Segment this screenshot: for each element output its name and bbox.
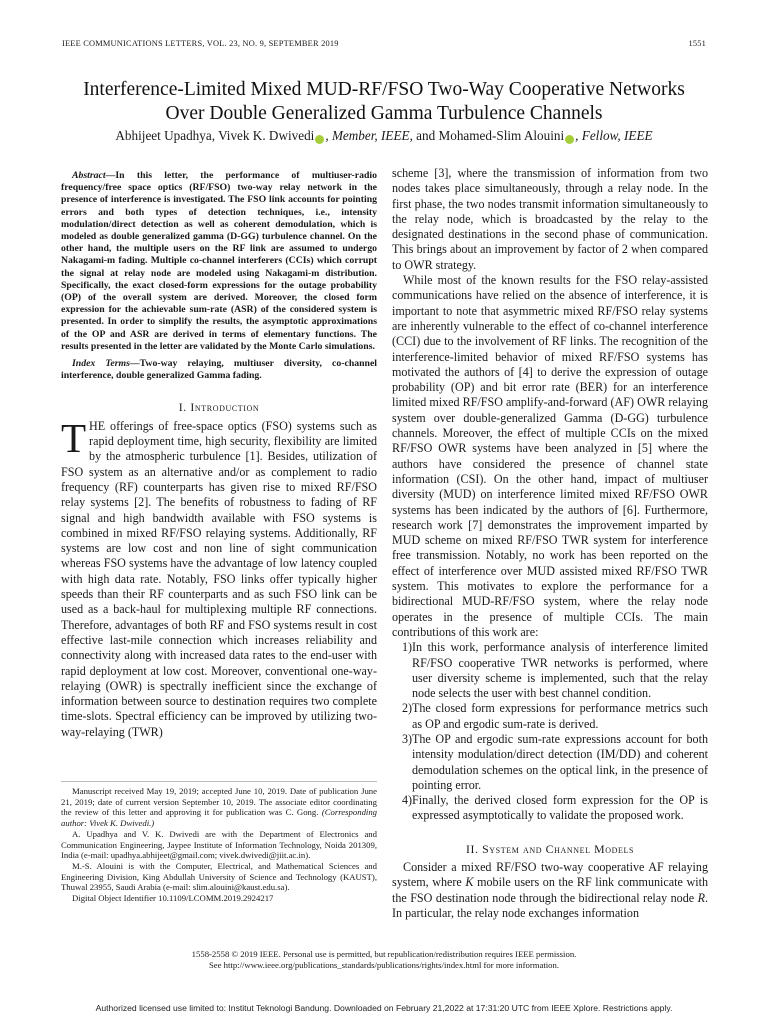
drop-cap: T — [61, 414, 87, 461]
author-list — [40, 128, 728, 144]
abstract-text: In this letter, the performance of multiuser-radio frequency/free space optics (RF/FSO) two-way relay network in the presence of interference is investigated. The FSO link accounts for pointing errors and both types of detection techniques, i.e., intensity modulation/direct detection as well as coherent demodulation, which is modeled as double generalized gamma (D-GG) turbulence channel. On the other hand, the multiple users on the RF link are assumed to undergo Nakagami-m fading. Multiple co-channel interferers (CCIs) which corrupt the signal at relay node are modeled using Nakagami-m distribution. Specifically, the exact closed-form expressions for the outage probability (OP) of the overall system are derived. Moreover, the closed form expression for the achievable sum-rate (ASR) of the considered system is presented. In order to simplify the results, the asymptotic approximations of the OP and ASR are derived in terms of elementary functions. The results presented in the letter are validated by the Monte Carlo simulations. — [61, 170, 377, 352]
right-column — [392, 166, 708, 921]
page-number: 1551 — [688, 39, 706, 48]
footnote-corresponding: (Corresponding author: Vivek K. Dwivedi.) — [61, 807, 378, 829]
contributions-list — [392, 640, 708, 824]
copyright-notice — [60, 949, 708, 971]
list-item-number: 2) — [402, 701, 413, 716]
list-item-number: 4) — [402, 793, 413, 808]
left-column — [61, 170, 377, 740]
intro-text: HE offerings of free-space optics (FSO) systems such as rapid deployment time, high security, flexibility are limited by the atmospheric turbulence [1]. Besides, utilization of FSO system as an alternative and/or as complement to radio frequency (RF) counterparts has given rise to mixed RF/FSO relay systems [2]. The benefits of robustness to fading of RF signal and high bandwidth available with FSO systems is combined in mixed RF/FSO relaying systems. Additionally, RF systems are low cost and non line of sight communication whereas FSO systems have the advantage of low latency coupled with high data rate. Notably, FSO links offer typically higher speeds than their RF counterparts and as such FSO link can be used as a back-haul for multiplexing multiple RF connections. Therefore, advantages of both RF and FSO systems result in cost effective last-mile connection which increases reliability and connectivity along with increased data rates to the end-user with rapid deployment at low cost. Moreover, conventional one-way-relaying (OWR) is spectrally inefficient since the exchange of information between source to destination requires two complete time-slots. Spectral efficiency can be improved by utilizing two-way-relaying (TWR) — [61, 418, 377, 739]
list-item-text: Finally, the derived closed form expression for the OP is expressed asymptotically to validate the proposed work. — [412, 793, 708, 823]
list-item-text: In this work, performance analysis of interference limited RF/FSO cooperative TWR networks is performed, where user diversity scheme is implemented, such that the relay node selects the user with best channel condition. — [412, 640, 708, 701]
title-line-1: Interference-Limited Mixed MUD-RF/FSO Two-Way Cooperative Networks — [83, 79, 685, 100]
orcid-icon[interactable] — [565, 135, 574, 144]
journal-name: IEEE COMMUNICATIONS LETTERS, VOL. 23, NO. 9, SEPTEMBER 2019 — [62, 39, 339, 48]
list-item — [392, 793, 708, 824]
section-heading-introduction: I. Introduction — [178, 400, 260, 415]
list-item — [392, 640, 708, 701]
index-terms-lead: Index Terms— — [72, 358, 140, 370]
footnotes — [61, 786, 377, 904]
author-names-b: , and Mohamed-Slim Alouini — [409, 128, 565, 143]
intro-paragraph — [61, 414, 377, 740]
section2-text-b: mobile users on the RF link communicate with the FSO destination node through the bidirectional relay node — [392, 875, 708, 905]
author-role-a: , Member, IEEE — [325, 128, 410, 143]
orcid-icon[interactable] — [315, 135, 324, 144]
title-line-2: Over Double Generalized Gamma Turbulence Channels — [165, 103, 603, 124]
footnote-received-text: Manuscript received May 19, 2019; accepted June 10, 2019. Date of publication June 21, 2019; date of current version September 10, 2019. The associate editor coordinating the review of this letter and approving it for publication was C. Gong. — [61, 786, 377, 818]
abstract — [61, 170, 377, 353]
list-item — [392, 701, 708, 732]
download-notice: Authorized licensed use limited to: Institut Teknologi Bandung. Downloaded on February 21,2022 at 17:31:20 UTC from IEEE Xplore. Restrictions apply. — [95, 1003, 673, 1013]
running-header — [62, 39, 706, 48]
math-var-r: R — [697, 890, 705, 905]
author-names-a: Abhijeet Upadhya, Vivek K. Dwivedi — [115, 128, 315, 143]
list-item-number: 1) — [402, 640, 413, 655]
footnote-doi[interactable]: Digital Object Identifier 10.1109/LCOMM.2019.2924217 — [72, 893, 274, 904]
section2-paragraph — [392, 860, 708, 921]
abstract-lead: Abstract— — [72, 170, 116, 181]
footnote-affiliation-2: M.-S. Alouini is with the Computer, Electrical, and Mathematical Sciences and Engineering Division, King Abdullah University of Science and Technology (KAUST), Thuwal 23955, Saudi Arabia (e-mail: slim.alouini@kaust.edu.sa). — [61, 860, 377, 893]
copyright-line-1: 1558-2558 © 2019 IEEE. Personal use is permitted, but republication/redistribution requires IEEE permission. — [191, 949, 577, 959]
section-heading-system-model: II. System and Channel Models — [465, 841, 635, 856]
footnote-affiliation-1: A. Upadhya and V. K. Dwivedi are with the Department of Electronics and Communication Engineering, Jaypee Institute of Information Technology, Noida 201309, India (e-mail: upadhya.abhijeet@gmail.com; vivek.dwivedi@jiit.ac.in). — [61, 828, 377, 861]
list-item — [392, 732, 708, 793]
list-item-number: 3) — [402, 731, 413, 746]
footnote-rule — [61, 781, 377, 782]
index-terms-text: Two-way relaying, multiuser diversity, co-channel interference, double generalized Gamma fading. — [61, 358, 377, 382]
right-paragraph-continued: scheme [3], where the transmission of information from two nodes takes place simultaneously, through a relay node. In the first phase, the two nodes transmit information simultaneously to the relay node, which is broadcasted by the relay to the designated destinations in the second phase of communication. This brings about an improvement by factor of 2 when compared to OWR strategy. — [392, 166, 708, 272]
list-item-text: The closed form expressions for performance metrics such as OP and ergodic sum-rate is derived. — [412, 701, 708, 731]
copyright-line-2[interactable]: See http://www.ieee.org/publications_standards/publications/rights/index.html for more information. — [208, 960, 560, 970]
section2-text-c: . In particular, the relay node exchanges information — [392, 890, 708, 920]
right-paragraph-2: While most of the known results for the FSO relay-assisted communications have relied on the absence of interference, it is important to note that asymmetric mixed RF/FSO relay systems are inherently vulnerable to the effect of co-channel interference (CCI) due to the involvement of RF links. The recognition of the interference-limited behavior of mixed RF/FSO systems has motivated the authors of [4] to derive the expression of outage probability (OP) and bit error rate (BER) for an interference limited mixed RF/FSO amplify-and-forward (AF) OWR relaying system over double-generalized Gamma (D-GG) turbulence channels. Moreover, the effect of multiple CCIs on the mixed RF/FSO OWR systems have been analyzed in [5] where the authors have considered the presence of channel state information (CSI). On the other hand, impact of multiuser diversity (MUD) on interference limited mixed RF/FSO OWR systems has been indicated by the authors of [6]. Furthermore, research work [7] demonstrates the improvement imparted by MUD scheme on mixed RF/FSO TWR system for interference free transmission. Notably, no work has been reported on the effect of interference over MUD assisted mixed RF/FSO TWR system. This motivates to explore the performance for a bidirectional MUD-RF/FSO system, where the relay node operates in the presence of multiple CCIs. The main contributions of this work are: — [392, 273, 708, 639]
math-var-k: K — [465, 875, 474, 890]
paper-title — [40, 78, 728, 126]
list-item-text: The OP and ergodic sum-rate expressions account for both intensity modulation/direct detection (IM/DD) and coherent demodulation schemes on the optical link, in the presence of pointing error. — [412, 731, 708, 792]
index-terms — [61, 358, 377, 382]
section2-text-a: Consider a mixed RF/FSO two-way cooperative AF relaying system, where — [392, 860, 708, 890]
author-role-b: , Fellow, IEEE — [575, 128, 653, 143]
footnote-received — [61, 786, 377, 829]
